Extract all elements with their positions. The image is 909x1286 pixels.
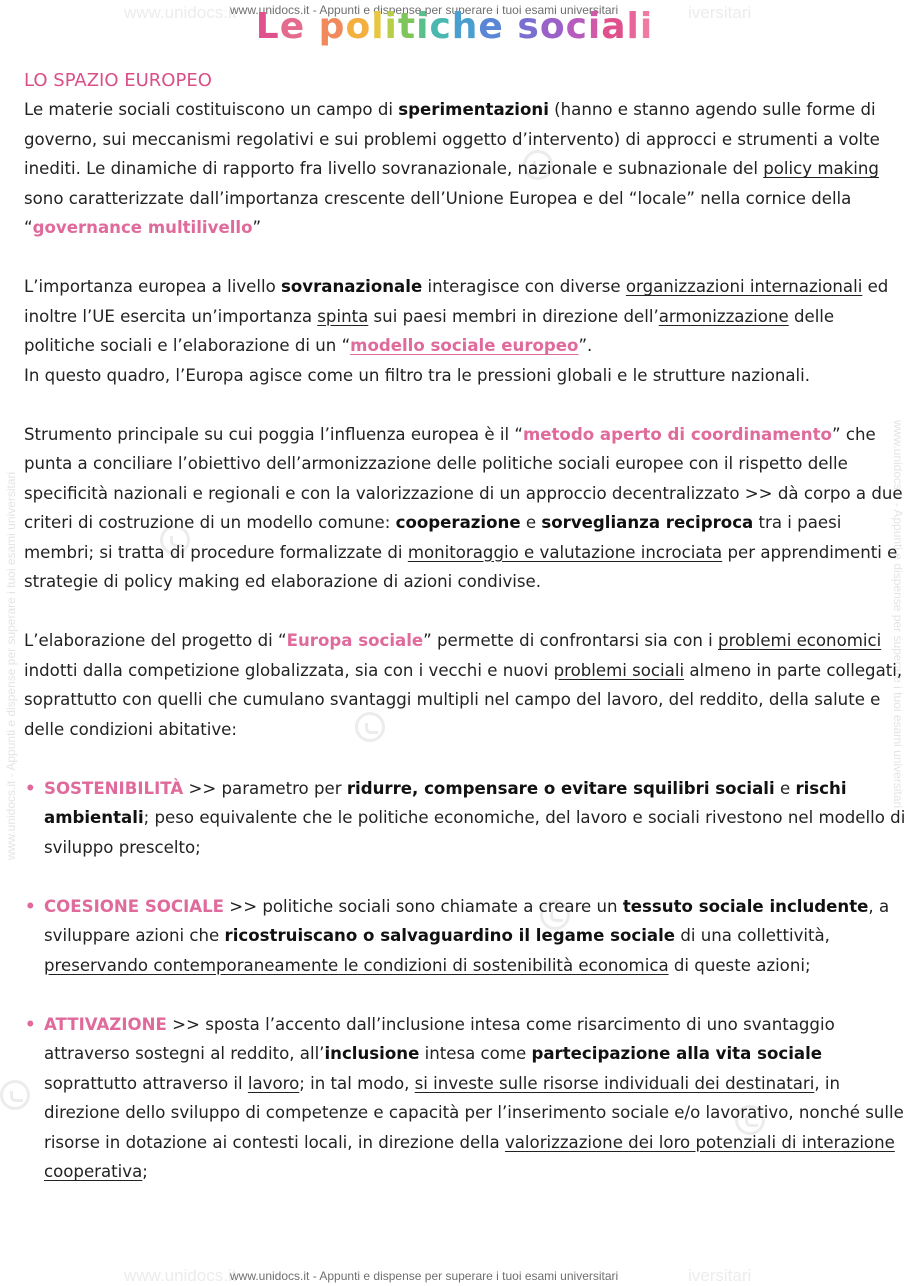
title-letter: e — [279, 6, 306, 47]
title-letter: t — [397, 6, 417, 47]
page-title — [0, 6, 909, 47]
title-letter: c — [565, 6, 588, 47]
title-letter: i — [587, 6, 602, 47]
title-letter: a — [601, 6, 627, 47]
title-letter: c — [429, 6, 452, 47]
watermark-faint-top-left: www.unidocs.it — [124, 3, 237, 22]
title-letter — [305, 6, 319, 47]
watermark-bottom: www.unidocs.it - Appunti e dispense per superare i tuoi esami universitari — [230, 1269, 619, 1283]
criteria-list — [24, 774, 908, 1187]
list-item-coesione-sociale: • COESIONE SOCIALE >> politiche sociali sono chiamate a creare un tessuto sociale includente, a sviluppare azioni che ricostruiscano o salvaguardino il legame sociale di una collettività, preservando contemporaneamente le condizioni di sostenibilità economica di queste azioni; — [24, 892, 908, 981]
title-letter: o — [539, 6, 566, 47]
paragraph-open-method: Strumento principale su cui poggia l’influenza europea è il “metodo aperto di coordinamento” che punta a conciliare l’obiettivo dell’armonizzazione delle politiche sociali europee con il rispetto delle specificità nazionali e regionali e con la valorizzazione di un approccio decentralizzato >> dà corpo a due criteri di costruzione di un modello comune: cooperazione e sorveglianza reciproca tra i paesi membri; si tratta di procedure formalizzate di monitoraggio e valutazione incrociata per apprendimenti e strategie di policy making ed elaborazione di azioni condivise. — [24, 424, 903, 591]
paragraph-intro: Le materie sociali costituiscono un campo di sperimentazioni (hanno e stanno agendo sulle forme di governo, sui meccanismi regolativi e sui problemi oggetto d’intervento) di approcci e strumenti a volte inediti. Le dinamiche di rapporto fra livello sovranazionale, nazionale e subnazionale del policy making sono caratterizzate dall’importanza crescente dell’Unione Europea e del “locale” nella cornice della “governance multilivello” — [24, 100, 880, 237]
watermark-top: www.unidocs.it - Appunti e dispense per superare i tuoi esami universitari — [230, 3, 619, 17]
watermark-right-side: www.unidocs.it - Appunti e dispense per superare i tuoi esami universitari — [891, 420, 905, 809]
paragraph-european-importance: L’importanza europea a livello sovranazionale interagisce con diverse organizzazioni internazionali ed inoltre l’UE esercita un’importanza spinta sui paesi membri in direzione dell’armonizzazione delle politiche sociali e l’elaborazione di un “modello sociale europeo”. In questo quadro, l’Europa agisce come un filtro tra le pressioni globali e le strutture nazionali. — [24, 277, 889, 385]
list-item-attivazione: • ATTIVAZIONE >> sposta l’accento dall’inclusione intesa come risarcimento di uno svantaggio attraverso sostegni al reddito, all’inclusione intesa come partecipazione alla vita sociale soprattutto attraverso il lavoro; in tal modo, si investe sulle risorse individuali dei destinatari, in direzione dello sviluppo di competenze e capacità per l’inserimento sociale e/o lavorativo, nonché sulle risorse in dotazione ai contesti locali, in direzione della valorizzazione dei loro potenziali di interazione cooperativa; — [24, 1010, 908, 1187]
title-letter: i — [384, 6, 398, 47]
title-letter: p — [318, 6, 346, 47]
title-letter: l — [371, 6, 385, 47]
paragraph-social-europe: L’elaborazione del progetto di “Europa sociale” permette di confrontarsi sia con i problemi economici indotti dalla competizione globalizzata, sia con i vecchi e nuovi problemi sociali almeno in parte collegati, soprattutto con quelli che cumulano svantaggi multipli nel campo del lavoro, del reddito, della salute e delle condizioni abitative: — [24, 631, 903, 739]
title-letter: i — [416, 6, 430, 47]
title-letter: o — [345, 6, 372, 47]
list-item-sostenibilita: • SOSTENIBILITÀ >> parametro per ridurre, compensare o evitare squilibri sociali e rischi ambientali; peso equivalente che le politiche economiche, del lavoro e sociali rivestono nel modello di sviluppo prescelto; — [24, 774, 908, 863]
watermark-left-side: www.unidocs.it - Appunti e dispense per superare i tuoi esami universitari — [4, 471, 18, 860]
title-letter: l — [626, 6, 640, 47]
document-body — [24, 66, 908, 1216]
title-letter — [504, 6, 518, 47]
title-letter: h — [451, 6, 479, 47]
section-heading: LO SPAZIO EUROPEO — [24, 70, 212, 91]
watermark-faint-bottom-left: www.unidocs.it — [124, 1266, 237, 1285]
title-letter: e — [478, 6, 504, 47]
watermark-faint-top-right: iversitari — [688, 3, 752, 22]
title-letter: s — [517, 6, 540, 47]
watermark-faint-bottom-right: iversitari — [688, 1266, 752, 1285]
title-letter: L — [255, 6, 280, 47]
title-letter: i — [639, 6, 654, 47]
